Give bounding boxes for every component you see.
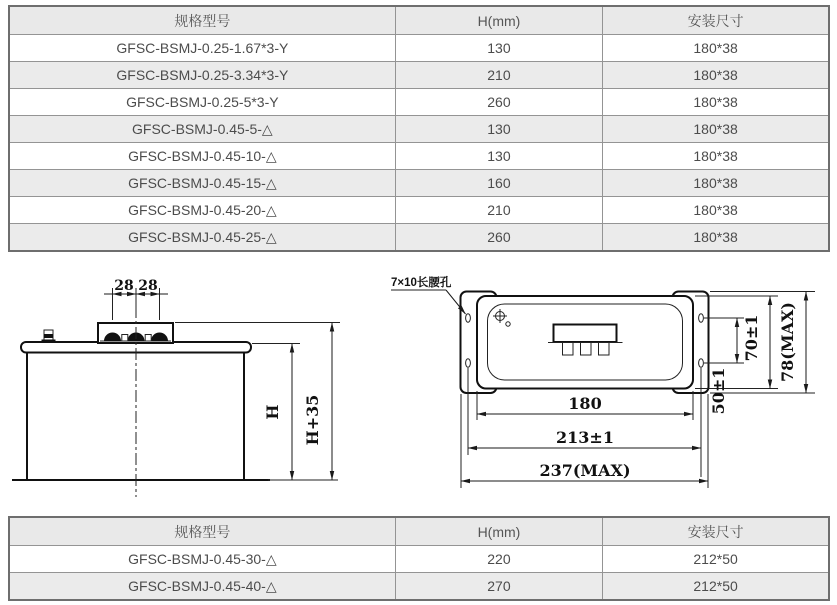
table-cell: 160 <box>395 170 602 197</box>
top-view-drawing <box>391 275 815 488</box>
column-header: H(mm) <box>395 517 602 546</box>
table-cell: 180*38 <box>603 224 829 252</box>
table-cell: GFSC-BSMJ-0.45-30-△ <box>9 546 395 573</box>
dim-label-213: 213±1 <box>556 428 614 447</box>
front-view-drawing <box>12 278 340 497</box>
table-cell: 180*38 <box>603 35 829 62</box>
table-cell: 220 <box>395 546 602 573</box>
table-cell: GFSC-BSMJ-0.45-25-△ <box>9 224 395 252</box>
table-cell: 130 <box>395 35 602 62</box>
table-cell: 270 <box>395 573 602 601</box>
table-cell: GFSC-BSMJ-0.45-5-△ <box>9 116 395 143</box>
dim-label-28-left: 28 <box>114 278 134 294</box>
table-cell: 180*38 <box>603 116 829 143</box>
table-cell: 212*50 <box>603 573 829 601</box>
table-cell: 180*38 <box>603 62 829 89</box>
table-cell: 180*38 <box>603 197 829 224</box>
dim-slot-spacing-v <box>709 318 737 414</box>
table-cell: GFSC-BSMJ-0.25-1.67*3-Y <box>9 35 395 62</box>
table-cell: GFSC-BSMJ-0.25-5*3-Y <box>9 89 395 116</box>
table-cell: 260 <box>395 224 602 252</box>
dim-label-70: 70±1 <box>742 314 761 362</box>
column-header: 规格型号 <box>9 6 395 35</box>
dim-label-237: 237(MAX) <box>539 461 631 480</box>
table-cell: 210 <box>395 197 602 224</box>
table-cell: 212*50 <box>603 546 829 573</box>
column-header: 安装尺寸 <box>603 517 829 546</box>
table-cell: GFSC-BSMJ-0.25-3.34*3-Y <box>9 62 395 89</box>
dim-label-h: H <box>263 404 282 420</box>
table-cell: 180*38 <box>603 89 829 116</box>
dim-terminal-pitch <box>104 278 168 320</box>
column-header: H(mm) <box>395 6 602 35</box>
dim-label-180: 180 <box>568 394 602 413</box>
dim-overall-depth <box>778 292 806 394</box>
dim-overall-width <box>461 461 708 481</box>
table-cell: GFSC-BSMJ-0.45-10-△ <box>9 143 395 170</box>
table-cell: 260 <box>395 89 602 116</box>
table-cell: GFSC-BSMJ-0.45-15-△ <box>9 170 395 197</box>
column-header: 规格型号 <box>9 517 395 546</box>
dim-label-50: 50±1 <box>709 367 728 415</box>
table-cell: GFSC-BSMJ-0.45-20-△ <box>9 197 395 224</box>
ground-bolt <box>42 330 56 343</box>
table-cell: 180*38 <box>603 143 829 170</box>
column-header: 安装尺寸 <box>603 6 829 35</box>
slot-note-label: 7×10长腰孔 <box>391 277 452 289</box>
table-cell: 130 <box>395 143 602 170</box>
dim-label-28-right: 28 <box>138 278 158 294</box>
dim-label-h35: H+35 <box>303 394 322 446</box>
slot-note <box>391 275 466 314</box>
dim-body-depth <box>742 296 770 389</box>
dim-body-width <box>477 394 693 414</box>
dim-slot-spacing-h <box>468 428 701 448</box>
table-cell: GFSC-BSMJ-0.45-40-△ <box>9 573 395 601</box>
dim-label-78: 78(MAX) <box>778 302 797 382</box>
table-cell: 180*38 <box>603 170 829 197</box>
dim-body-height <box>252 344 300 481</box>
table-cell: 130 <box>395 116 602 143</box>
table-cell: 210 <box>395 62 602 89</box>
